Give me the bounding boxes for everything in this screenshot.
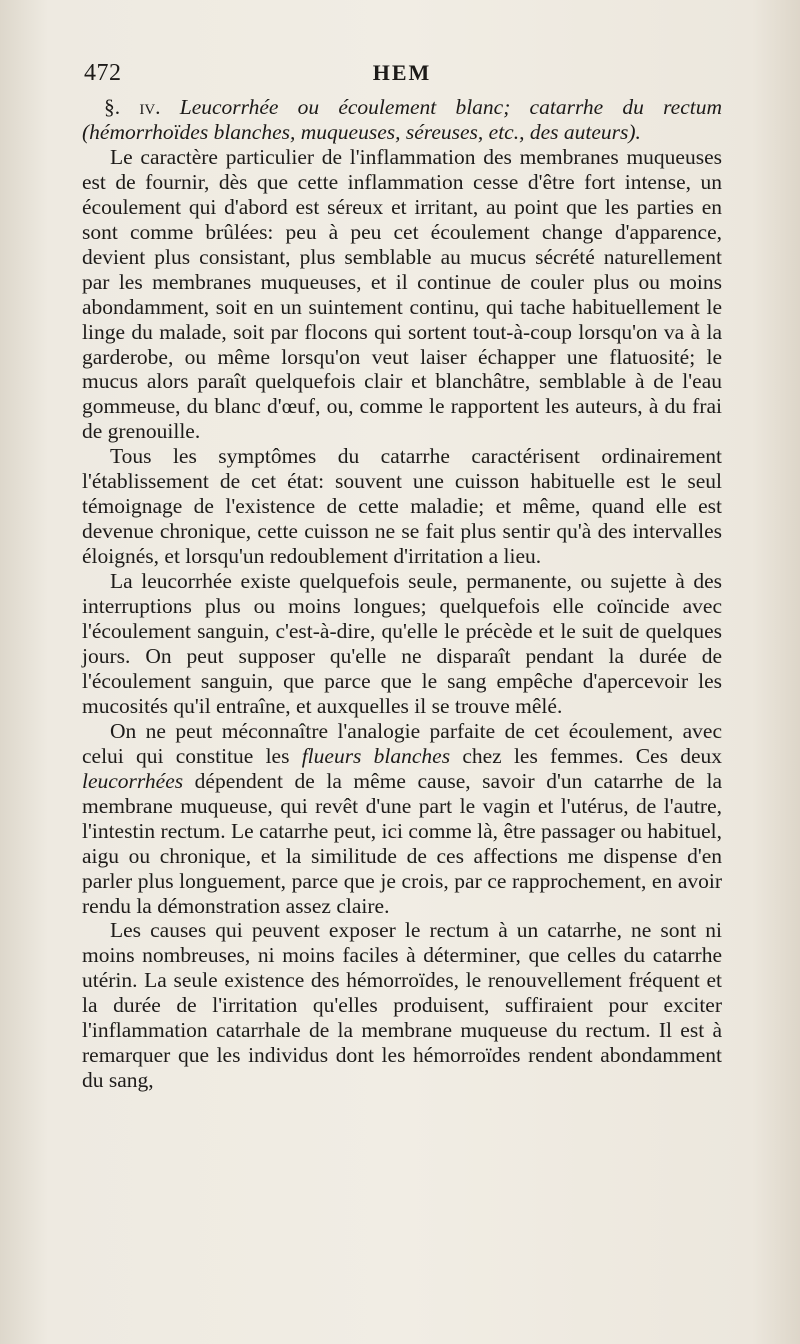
paragraph-leucorrhee: La leucorrhée existe quelquefois seule, permanente, ou sujette à des interruptions plus ou moins longues; quelquefois elle coïncide avec l'écoulement sanguin, c'est-à-dire, qu'elle le précède et le suit de quelques jours. On peut supposer qu'elle ne disparaît pendant la durée de l'écoulement sanguin, que parce que le sang empêche d'apercevoir les mucosités qu'il entraîne, et auxquelles il se trouve mêlé. xyxy=(82,569,722,718)
paragraph-analogie xyxy=(82,719,722,919)
italic-flueurs-blanches: flueurs blanches xyxy=(301,743,451,768)
section-heading xyxy=(82,95,722,145)
page-header xyxy=(84,60,720,90)
section-title: Leucorrhée ou écoulement blanc; catarrhe du rectum (hémorrhoïdes blanches, muqueuses, séreuses, etc., des auteurs). xyxy=(82,95,723,144)
paragraph-inflammation: Le caractère particulier de l'inflammation des membranes muqueuses est de fournir, dès que cette inflammation cesse d'être fort intense, un écoulement qui d'abord est séreux et irritant, au point que les parties en sont comme brûlées: peu à peu cet écoulement change d'apparence, devient plus consistant, plus semblable au mucus sécrété naturellement par les membranes muqueuses, et il continue de couler plus ou moins abondamment, soit en un suintement continu, qui tache habituellement le linge du malade, soit par flocons qui sortent tout-à-coup lorsqu'on va à la garderobe, ou même lorsqu'on veut laiser échapper une flatuosité; le mucus alors paraît quelquefois clair et blanchâtre, semblable à de l'eau gommeuse, du blanc d'œuf, ou, comme le rapportent les auteurs, à du frai de grenouille. xyxy=(82,144,722,444)
page-number: 472 xyxy=(84,60,122,86)
paragraph-causes: Les causes qui peuvent exposer le rectum à un catarrhe, ne sont ni moins nombreuses, ni moins faciles à déterminer, que celles du catarrhe utérin. La seule existence des hémorroïdes, le renouvellement fréquent et la durée de l'irritation qu'elles produisent, suffiraient pour exciter l'inflammation catarrhale de la membrane muqueuse du rectum. Il est à remarquer que les individus dont les hémorroïdes rendent abondamment du sang, xyxy=(82,918,722,1093)
paragraph-analogie-text-2: chez les femmes. Ces deux xyxy=(450,743,722,768)
italic-leucorrhees: leucorrhées xyxy=(82,768,184,793)
running-head: HEM xyxy=(372,60,432,85)
page-body xyxy=(82,95,722,1093)
paragraph-symptomes: Tous les symptômes du catarrhe caractérisent ordinairement l'établissement de cet état: souvent une cuisson habituelle est le seul témoignage de l'existence de cette maladie; et même, quand elle est devenue chronique, cette cuisson ne se fait plus sentir qu'à des intervalles éloignés, et lorsqu'un redoublement d'irritation a lieu. xyxy=(82,444,722,569)
page-bottom-edge xyxy=(82,1242,722,1243)
paragraph-analogie-text-1: On ne peut méconnaître l'analogie parfaite de cet écoulement, avec celui qui constitue les xyxy=(82,718,722,768)
paragraph-analogie-text-3: dépendent de la même cause, savoir d'un catarrhe de la membrane muqueuse, qui revêt d'une part le vagin et l'utérus, de l'autre, l'intestin rectum. Le catarrhe peut, ici comme là, être passager ou habituel, aigu ou chronique, et la similitude de ces affections me dispense d'en parler plus longuement, parce que je crois, par ce rapprochement, en avoir rendu la démonstration assez claire. xyxy=(82,768,722,918)
section-numeral: iv. xyxy=(139,95,161,119)
section-mark: §. xyxy=(104,95,121,119)
